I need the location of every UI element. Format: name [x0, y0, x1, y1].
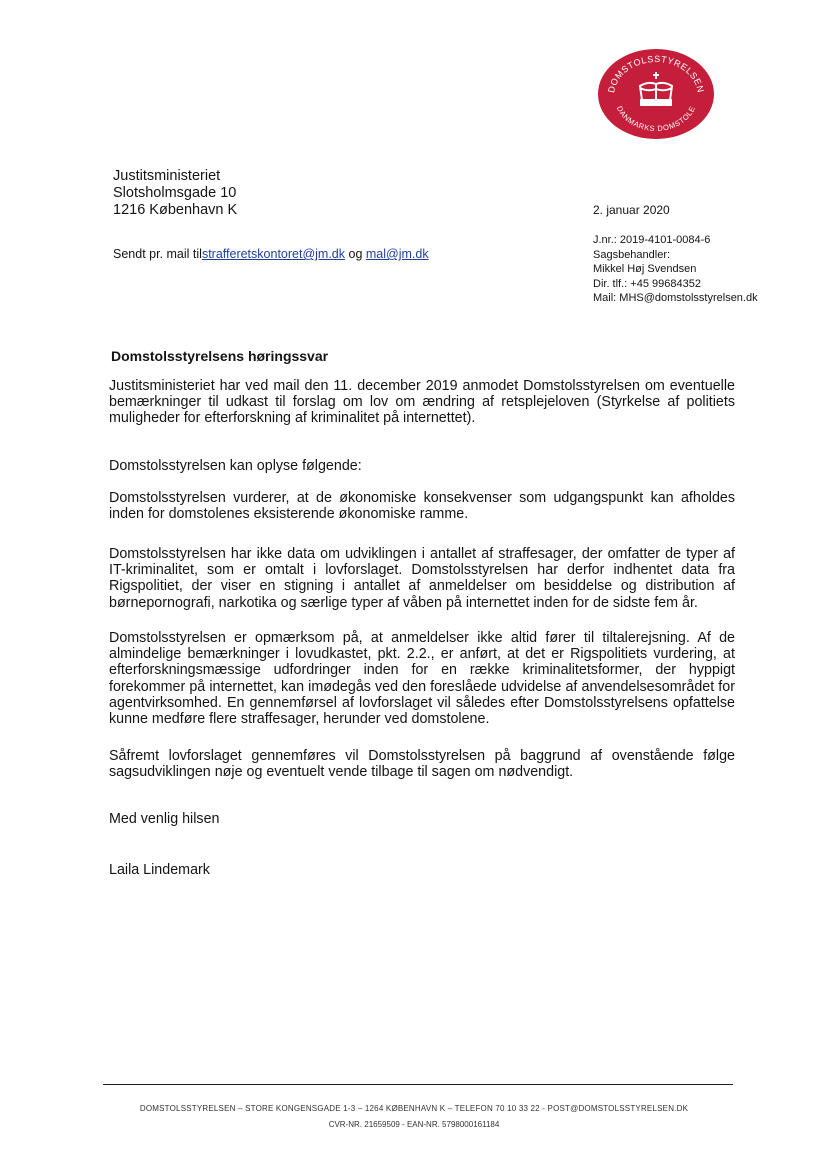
letter-date: 2. januar 2020 — [593, 203, 670, 217]
sent-line — [113, 247, 429, 261]
email-link-strafferetskontoret[interactable]: strafferetskontoret@jm.dk — [201, 247, 346, 261]
recipient-name: Justitsministeriet — [113, 168, 221, 184]
handler-name: Mikkel Høj Svendsen — [593, 263, 697, 275]
sent-joiner: og — [348, 247, 363, 261]
logo-bottom-text: DANMARKS DOMSTOLE — [614, 104, 698, 134]
body-paragraph-1: Justitsministeriet har ved mail den 11. december 2019 anmodet Domstolsstyrelsen om eventuelle bemærkninger til udkast til forslag om lov om ændring af retsplejeloven (Styrkelse af politiets muligheder for efterforskning af kriminalitet på internettet). — [109, 378, 735, 427]
body-paragraph-3: Domstolsstyrelsen vurderer, at de økonomiske konsekvenser som udgangspunkt kan afholdes inden for domstolenes eksisterende økonomiske ramme. — [109, 490, 735, 523]
signature-name: Laila Lindemark — [109, 862, 210, 878]
body-paragraph-2: Domstolsstyrelsen kan oplyse følgende: — [109, 458, 362, 474]
recipient-city: 1216 København K — [113, 202, 238, 218]
footer-registration: CVR-NR. 21659509 - EAN-NR. 5798000161184 — [328, 1120, 500, 1129]
handler-label: Sagsbehandler: — [593, 248, 671, 261]
recipient-address — [113, 168, 237, 219]
footer-divider — [103, 1084, 733, 1085]
email-link-mal[interactable]: mal@jm.dk — [365, 247, 429, 261]
handler-mail: Mail: MHS@domstolsstyrelsen.dk — [593, 292, 758, 304]
case-metadata — [593, 233, 758, 306]
closing-greeting: Med venlig hilsen — [109, 811, 220, 827]
letter-subject: Domstolsstyrelsens høringssvar — [111, 348, 329, 364]
body-paragraph-4: Domstolsstyrelsen har ikke data om udviklingen i antallet af straffesager, der omfatter de typer af IT-kriminalitet, som er omtalt i lovforslaget. Domstolsstyrelsen har derfor indhentet data fra Rigspolitiet, der viser en stigning i antallet af anmeldelser om besiddelse og distribution af børnepornografi, narkotika og særlige typer af våben på internettet inden for de sidste fem år. — [109, 546, 735, 611]
sent-prefix: Sendt pr. mail til — [113, 247, 202, 261]
body-paragraph-5: Domstolsstyrelsen er opmærksom på, at anmeldelser ikke altid fører til tiltalerejsning. Af de almindelige bemærkninger i lovudkastet, pkt. 2.2., er anført, at det er Rigspolitiets vurdering, at efterforskningsmæssige udfordringer inden for en række kriminalitetsformer, der hyppigt forekommer på internettet, kan imødegås ved den foreslåede udvidelse af anvendelsesområdet for agentvirksomhed. En gennemførsel af lovforslaget vil således efter Domstolsstyrelsens opfattelse kunne medføre flere straffesager, herunder ved domstolene. — [109, 630, 735, 728]
domstolsstyrelsen-logo — [597, 48, 715, 140]
recipient-street: Slotsholmsgade 10 — [113, 185, 237, 201]
body-paragraph-6: Såfremt lovforslaget gennemføres vil Domstolsstyrelsen på baggrund af ovenstående følge sagsudviklingen nøje og eventuelt vende tilbage til sagen om nødvendigt. — [109, 748, 735, 781]
handler-phone: Dir. tlf.: +45 99684352 — [593, 277, 701, 290]
footer-address: DOMSTOLSSTYRELSEN – STORE KONGENSGADE 1-3 – 1264 KØBENHAVN K – TELEFON 70 10 33 22 - POST@DOMSTOLSSTYRELSEN.DK — [139, 1104, 689, 1113]
logo-top-text: DOMSTOLSSTYRELSEN — [606, 53, 706, 94]
case-number: J.nr.: 2019-4101-0084-6 — [593, 234, 711, 246]
